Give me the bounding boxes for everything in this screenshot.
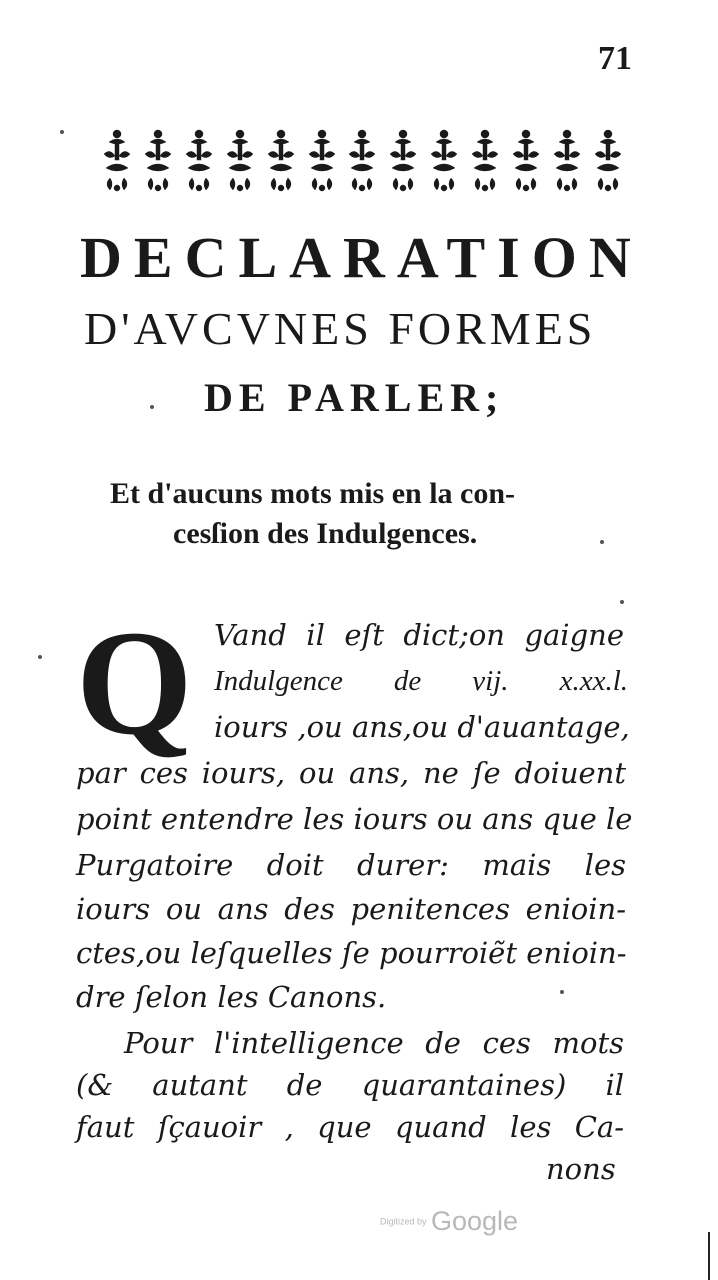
body-line-12: faut ſçauoir , que quand les Ca- (76, 1110, 624, 1144)
title-line-1: DECLARATION (80, 225, 643, 290)
google-watermark (380, 1206, 518, 1237)
title-line-3: DE PARLER; (204, 375, 505, 420)
fleuron-ornament-icon (591, 128, 625, 196)
fleuron-ornament-icon (468, 128, 502, 196)
print-speck (150, 405, 154, 409)
fleuron-ornament-icon (100, 128, 134, 196)
fleuron-ornament-icon (305, 128, 339, 196)
print-speck (560, 990, 564, 994)
body-line-11: (& autant de quarantaines) il (76, 1068, 624, 1102)
title-line-2: D'AVCVNES FORMES (84, 303, 597, 354)
edge-rule (708, 1232, 710, 1280)
body-line-5: point entendre les iours ou ans que le (76, 802, 633, 836)
catchword: nons (546, 1152, 616, 1186)
body-line-10: Pour l'intelligence de ces mots (124, 1026, 624, 1060)
fleuron-ornament-icon (550, 128, 584, 196)
body-line-1: Vand il eſt dict;on gaigne (214, 618, 624, 652)
fleuron-ornament-icon (509, 128, 543, 196)
fleuron-ornament-icon (386, 128, 420, 196)
print-speck (60, 130, 64, 134)
print-speck (620, 600, 624, 604)
body-line-2: Indulgence de vij. x.xx.l. (214, 665, 628, 697)
drop-cap: Q (76, 600, 193, 766)
ornament-band (100, 128, 625, 196)
subtitle-line-1: Et d'aucuns mots mis en la con- (110, 477, 516, 510)
fleuron-ornament-icon (345, 128, 379, 196)
body-line-6: Purgatoire doit durer: mais les (76, 848, 626, 882)
fleuron-ornament-icon (141, 128, 175, 196)
fleuron-ornament-icon (223, 128, 257, 196)
subtitle-line-2: cesſion des Indulgences. (173, 517, 478, 550)
page-number: 71 (598, 40, 632, 77)
body-line-7: iours ou ans des penitences enioin- (76, 892, 626, 926)
body-line-3: iours ,ou ans,ou d'auantage, (214, 710, 630, 744)
body-line-9: dre ſelon les Canons. (76, 980, 387, 1014)
watermark-small-text: Digitized by (380, 1216, 427, 1227)
watermark-logo-text: Google (430, 1206, 519, 1236)
print-speck (38, 655, 42, 659)
fleuron-ornament-icon (427, 128, 461, 196)
body-line-4: par ces iours, ou ans, ne ſe doiuent (76, 756, 626, 790)
fleuron-ornament-icon (264, 128, 298, 196)
print-speck (600, 540, 604, 544)
body-line-8: ctes,ou leſquelles ſe pourroiẽt enioin- (76, 936, 627, 970)
fleuron-ornament-icon (182, 128, 216, 196)
